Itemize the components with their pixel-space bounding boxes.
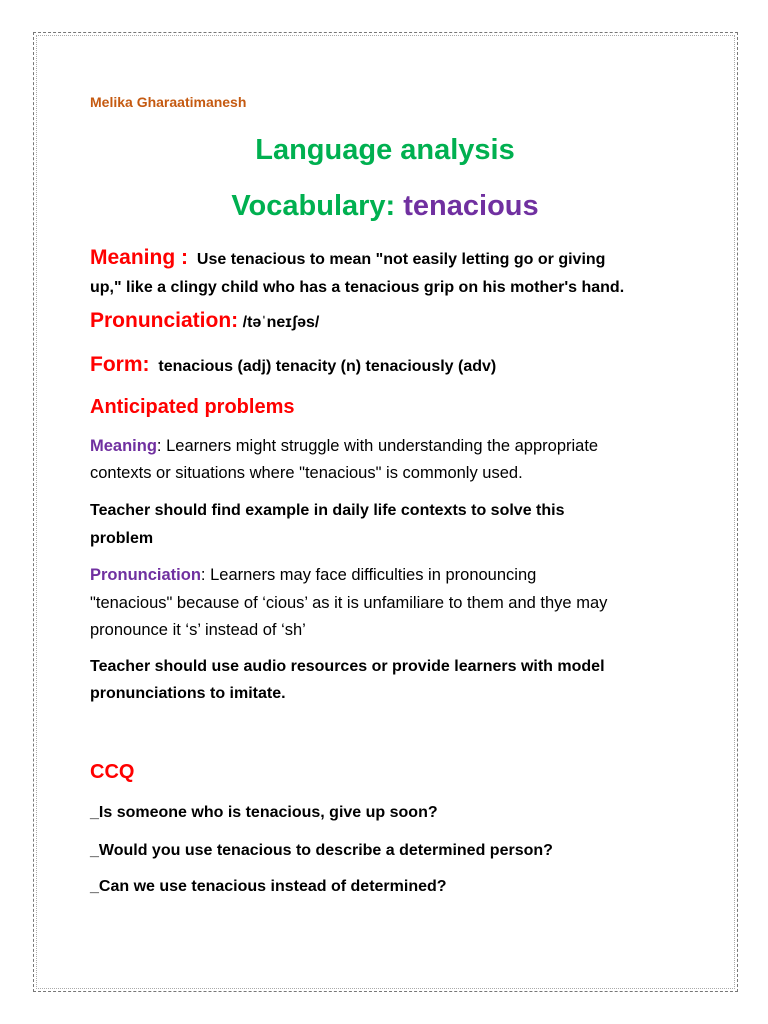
page-title: Language analysis: [255, 134, 515, 166]
author-name: Melika Gharaatimanesh: [90, 94, 247, 110]
ccq-question-3: _Can we use tenacious instead of determined?: [90, 878, 447, 895]
pronunciation-label: Pronunciation:: [90, 309, 239, 332]
teacher-solution-1a: Teacher should find example in daily life contexts to solve this: [90, 502, 565, 519]
meaning-problem-1: [90, 437, 598, 456]
meaning-problem-2: contexts or situations where "tenacious" is commonly used.: [90, 464, 523, 482]
teacher-solution-2a: Teacher should use audio resources or provide learners with model: [90, 658, 605, 675]
anticipated-problems-heading: Anticipated problems: [90, 396, 295, 418]
meaning-problem-label: Meaning: [90, 437, 157, 455]
pronunciation-line: [90, 309, 319, 333]
pronunciation-problem-1: [90, 566, 536, 585]
form-label: Form:: [90, 353, 150, 376]
pronunciation-problem-3: pronounce it ‘s’ instead of ‘sh’: [90, 621, 306, 639]
form-line: [90, 353, 496, 377]
meaning-line-1: [90, 246, 605, 270]
vocabulary-label: Vocabulary:: [231, 190, 404, 222]
pronunciation-problem-text-1: : Learners may face difficulties in pronouncing: [200, 566, 537, 584]
pronunciation-problem-label: Pronunciation: [90, 566, 201, 584]
vocabulary-word: tenacious: [403, 190, 539, 222]
meaning-text-2: up," like a clingy child who has a tenacious grip on his mother's hand.: [90, 279, 625, 296]
meaning-text-1: Use tenacious to mean "not easily letting go or giving: [196, 251, 606, 268]
vocabulary-heading: [90, 190, 680, 223]
meaning-label: Meaning :: [90, 246, 188, 269]
ccq-heading: CCQ: [90, 761, 135, 783]
form-text: tenacious (adj) tenacity (n) tenaciously (adv): [158, 358, 497, 375]
pronunciation-problem-2: "tenacious" because of ‘cious’ as it is unfamiliare to them and thye may: [90, 594, 608, 612]
ccq-question-1: _Is someone who is tenacious, give up soon?: [90, 804, 438, 821]
teacher-solution-1b: problem: [90, 530, 154, 547]
pronunciation-ipa: /təˈneɪʃəs/: [242, 314, 320, 331]
ccq-question-2: _Would you use tenacious to describe a determined person?: [90, 842, 553, 859]
teacher-solution-2b: pronunciations to imitate.: [90, 685, 286, 702]
meaning-problem-text-1: : Learners might struggle with understanding the appropriate: [156, 437, 599, 455]
